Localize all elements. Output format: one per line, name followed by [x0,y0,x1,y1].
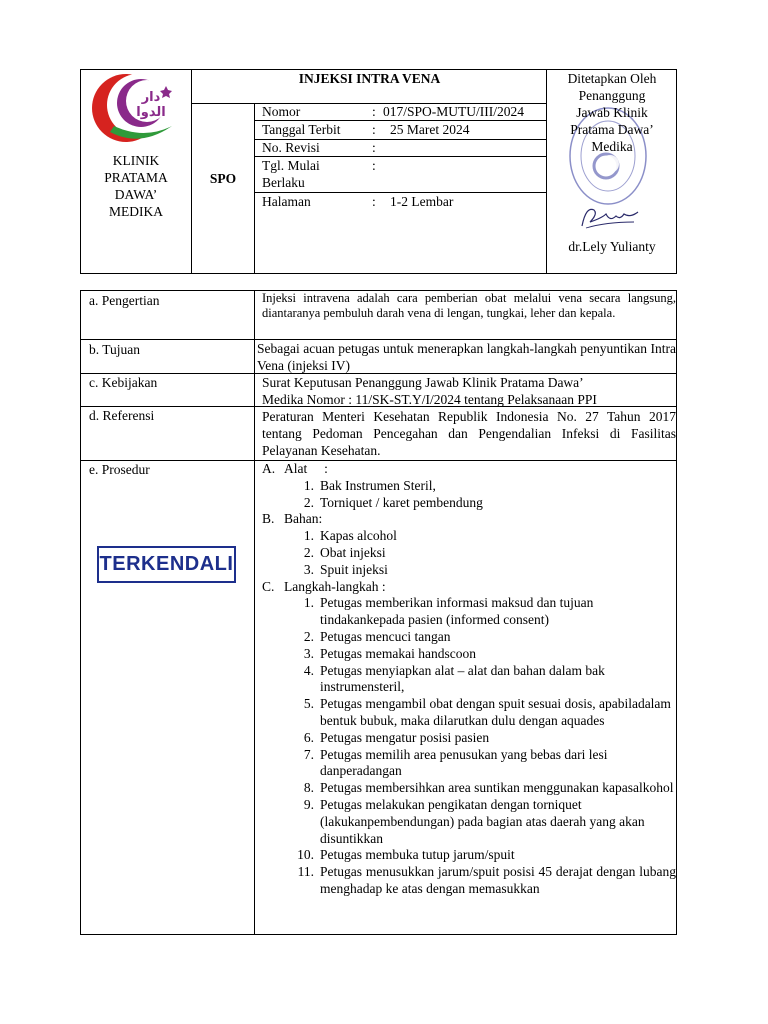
list-item: 6. Petugas mengatur posisi pasien [303,729,490,745]
section-label-kebijakan: c. Kebijakan [89,375,158,390]
section-text-tujuan: Sebagai acuan petugas untuk menerapkan langkah-langkah penyuntikan Intra Vena (injeksi IV) [257,341,676,373]
group-langkah: C. Langkah-langkah : [262,578,386,594]
section-label-prosedur: e. Prosedur [89,462,150,477]
section-text-kebijakan: Surat Keputusan Penanggung Jawab Klinik Pratama Dawa’ Medika Nomor : 11/SK-ST.Y/I/2024 tentang Pelaksanaan PPI [262,375,597,407]
group-alat: A. Alat : [262,461,328,476]
signer-name: dr.Lely Yulianty [568,239,656,254]
group-bahan: B. Bahan: [262,511,323,527]
section-text-pengertian: Injeksi intravena adalah cara pemberian obat melalui vena secara langsung, diantaranya pembuluh darah vena di lengan, tungkai, leher dan kepala. [262,291,676,320]
document-title: INJEKSI INTRA VENA [298,71,441,86]
list-item: 1. Bak Instrumen Steril, [303,477,436,493]
info-colon: : [372,122,376,137]
list-item: 8. Petugas membersihkan area suntikan menggunakan kapasalkohol [303,780,674,796]
section-text-referensi: Peraturan Menteri Kesehatan Republik Indonesia No. 27 Tahun 2017 tentang Pedoman Pencegahan dan Pengendalian Infeksi di Fasilitas Pelayanan Kesehatan. [262,409,676,458]
list-item: 10. Petugas membuka tutup jarum/spuit [297,847,515,863]
list-item: 3. Spuit injeksi [303,561,388,577]
list-item: 1. Kapas alcohol [303,528,397,544]
info-label-halaman: Halaman [262,194,311,209]
section-label-tujuan: b. Tujuan [89,342,141,357]
approval-text: Ditetapkan Oleh Penanggung Jawab Klinik Pratama Dawa’ Medika [567,71,657,154]
procedure-list [262,461,676,898]
clinic-name: KLINIK PRATAMA DAWA’ MEDIKA [104,153,168,219]
list-item: 9. Petugas melakukan pengikatan dengan torniquet (lakukanpembendungan) pada bagian atas daerah yang akan disuntikkan [303,796,645,846]
info-value-nomor: 017/SPO-MUTU/III/2024 [383,104,524,119]
list-item: 2. Obat injeksi [303,544,386,560]
list-item: 5. Petugas mengambil obat dengan spuit sesuai dosis, apabiladalam bentuk bubuk, maka dilarutkan dulu dengan aquades [303,696,671,728]
header-divider [546,69,547,274]
info-label-tgl-mulai: Tgl. Mulai [262,158,320,173]
info-label-nomor: Nomor [262,104,301,119]
controlled-stamp: TERKENDALI [97,546,236,583]
content-divider [254,290,255,935]
list-item: 2. Torniquet / karet pembendung [303,494,483,510]
section-label-pengertian: a. Pengertian [89,293,160,308]
list-item: 7. Petugas memilih area penusukan yang bebas dari lesi danperadangan [303,746,608,779]
info-value-halaman: 1-2 Lembar [390,194,454,209]
signature [576,200,646,234]
section-label-referensi: d. Referensi [89,408,155,423]
list-item: 11. Petugas menusukkan jarum/spuit posisi 45 derajat dengan lubang menghadap ke atas dengan memasukkan [297,864,676,896]
list-item: 1. Petugas memberikan informasi maksud dan tujuan tindakankepada pasien (informed consent) [303,595,594,628]
list-item: 4. Petugas menyiapkan alat – alat dan bahan dalam bak instrumensteril, [303,662,605,695]
info-colon: : [372,158,376,173]
doc-type-label: SPO [209,171,237,186]
header-divider [254,103,255,274]
info-value-tanggal: 25 Maret 2024 [390,122,470,137]
info-label-tanggal: Tanggal Terbit [262,122,341,137]
info-label-berlaku: Berlaku [262,175,305,190]
info-colon: : [372,194,376,209]
list-item: 3. Petugas memakai handscoon [303,645,476,661]
info-label-revisi: No. Revisi [262,140,320,155]
logo-arabic-text: دار الدوا [136,90,166,120]
info-colon: : [372,140,376,155]
list-item: 2. Petugas mencuci tangan [303,628,451,644]
info-colon: : [372,104,376,119]
